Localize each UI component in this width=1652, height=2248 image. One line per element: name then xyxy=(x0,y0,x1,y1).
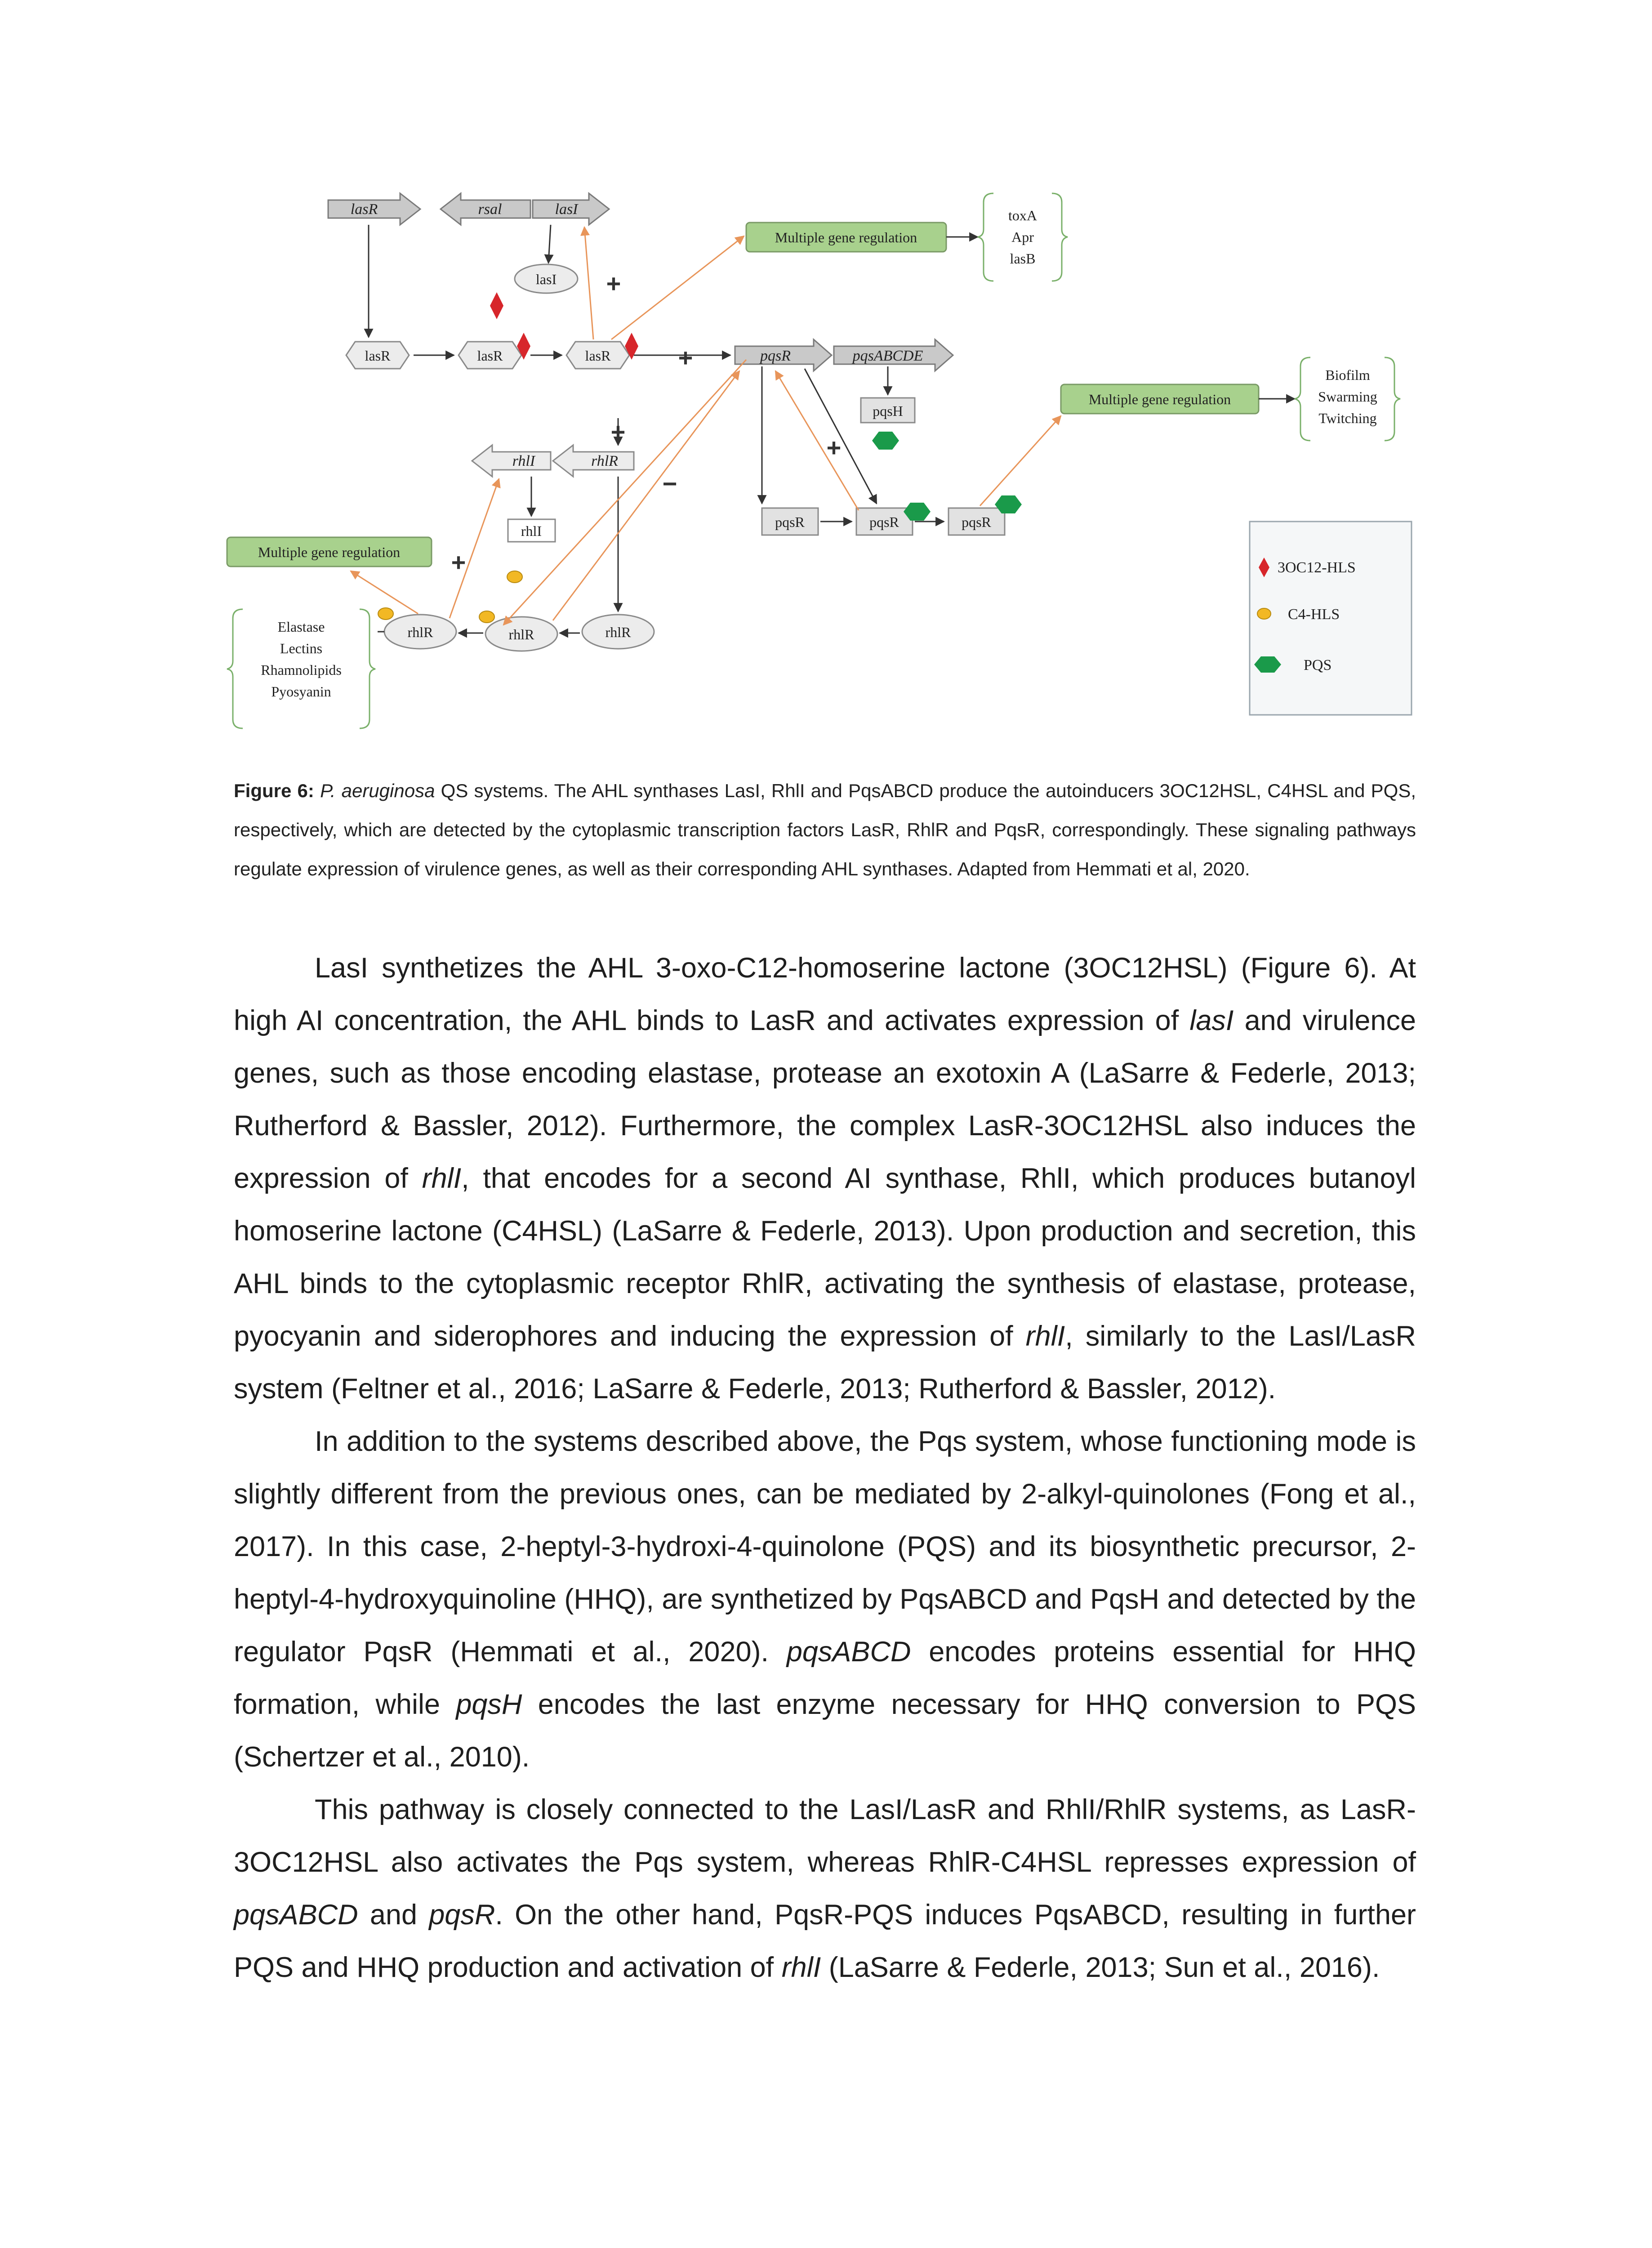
svg-text:Multiple gene regulation: Multiple gene regulation xyxy=(258,544,401,560)
svg-text:rhlR: rhlR xyxy=(591,453,618,469)
autoinducer-c4-ellipse xyxy=(479,611,494,623)
svg-text:pqsR: pqsR xyxy=(869,514,899,530)
autoinducer-3oc12-diamond xyxy=(490,292,503,319)
svg-text:lasR: lasR xyxy=(365,348,391,364)
svg-text:rhlR: rhlR xyxy=(407,624,433,640)
protein-pqsR-3 xyxy=(948,508,1005,535)
caption-species: P. aeruginosa xyxy=(320,780,435,801)
autoinducer-pqs-hexagon xyxy=(872,432,899,450)
svg-text:rsal: rsal xyxy=(478,201,502,218)
plus-sign: + xyxy=(606,269,621,298)
svg-text:lasR: lasR xyxy=(350,201,378,218)
autoinducer-c4-ellipse xyxy=(378,608,393,620)
body-text xyxy=(234,942,1416,1994)
plus-sign: + xyxy=(610,418,626,446)
paragraph-3: This pathway is closely connected to the LasI/LasR and RhlI/RhlR systems, as LasR-3OC12HSL also activates the Pqs system, whereas RhlR-C4HSL represses expression of pqsABCD and pqsR. On the other hand, PqsR-PQS induces PqsABCD, resulting in further PQS and HHQ production and activation of rhlI (LaSarre & Federle, 2013; Sun et al., 2016). xyxy=(234,1794,1416,1983)
protein-rhlR-1 xyxy=(384,615,456,649)
svg-text:lasI: lasI xyxy=(535,271,557,287)
figure-6-diagram xyxy=(216,175,1429,751)
gene-lasR xyxy=(328,193,420,225)
brace-pqs-targets xyxy=(1295,357,1310,441)
rhl-target: Pyosyanin xyxy=(271,683,331,700)
plus-sign: + xyxy=(451,548,466,576)
caption-label: Figure 6: xyxy=(234,780,314,801)
minus-sign: − xyxy=(662,469,677,498)
protein-rhlR-3 xyxy=(582,615,654,649)
svg-text:rhlI: rhlI xyxy=(521,523,542,539)
svg-text:pqsR: pqsR xyxy=(962,514,991,530)
regulation-box-rhl xyxy=(227,537,432,566)
protein-lasR-2 xyxy=(459,342,521,369)
pqs-target: Twitching xyxy=(1318,410,1377,426)
gene-rsal xyxy=(441,193,530,225)
svg-text:rhlR: rhlR xyxy=(605,624,631,640)
brace-las-targets xyxy=(978,193,993,281)
svg-text:pqsR: pqsR xyxy=(760,348,791,364)
autoinducer-c4-ellipse xyxy=(507,571,522,583)
las-target: lasB xyxy=(1010,250,1036,267)
svg-text:pqsR: pqsR xyxy=(775,514,805,530)
rhl-target: Elastase xyxy=(277,619,325,635)
plus-sign: + xyxy=(826,433,842,462)
legend-label: C4-HLS xyxy=(1288,606,1340,623)
svg-text:Multiple gene regulation: Multiple gene regulation xyxy=(775,229,917,245)
svg-text:lasR: lasR xyxy=(477,348,503,364)
pqs-target: Swarming xyxy=(1318,388,1377,405)
legend-label: PQS xyxy=(1304,657,1332,674)
paragraph-2: In addition to the systems described above, the Pqs system, whose functioning mode is slightly different from the previous ones, can be mediated by 2-alkyl-quinolones (Fong et al., 2017). In this case, 2-heptyl-3-hydroxi-4-quinolone (PQS) and its biosynthetic precursor, 2-heptyl-4-hydroxyquinoline (HHQ), are synthetized by PqsABCD and PqsH and detected by the regulator PqsR (Hemmati et al., 2020). pqsABCD encodes proteins essential for HHQ formation, while pqsH encodes the last enzyme necessary for HHQ conversion to PQS (Schertzer et al., 2010). xyxy=(234,1426,1416,1773)
protein-lasR-3 xyxy=(566,342,629,369)
pqs-target: Biofilm xyxy=(1325,367,1370,383)
svg-text:pqsH: pqsH xyxy=(873,403,903,419)
protein-rhlI xyxy=(508,519,555,542)
caption-text: QS systems. The AHL synthases LasI, RhlI and PqsABCD produce the autoinducers 3OC12HSL, C4HSL and PQS, respectively, which are detected by the cytoplasmic transcription factors LasR, RhlR and PqsR, correspondingly. These signaling pathways regulate expression of virulence genes, as well as their corresponding AHL synthases. Adapted from Hemmati et al, 2020. xyxy=(234,780,1416,879)
svg-text:pqsABCDE: pqsABCDE xyxy=(852,348,923,364)
figure-caption xyxy=(234,771,1416,888)
plus-sign: + xyxy=(678,343,693,372)
gene-lasI xyxy=(533,193,609,225)
protein-lasR-1 xyxy=(346,342,409,369)
svg-text:Multiple gene regulation: Multiple gene regulation xyxy=(1088,391,1231,407)
svg-text:rhlR: rhlR xyxy=(508,626,534,642)
legend-c4-ellipse xyxy=(1257,608,1271,619)
gene-rhlI xyxy=(472,445,551,477)
protein-rhlR-2 xyxy=(485,617,557,651)
paragraph-1: LasI synthetizes the AHL 3-oxo-C12-homoserine lactone (3OC12HSL) (Figure 6). At high AI concentration, the AHL binds to LasR and activates expression of lasI and virulence genes, such as those encoding elastase, protease an exotoxin A (LaSarre & Federle, 2013; Rutherford & Bassler, 2012). Furthermore, the complex LasR-3OC12HSL also induces the expression of rhlI, that encodes for a second AI synthase, RhlI, which produces butanoyl homoserine lactone (C4HSL) (LaSarre & Federle, 2013). Upon production and secretion, this AHL binds to the cytoplasmic receptor RhlR, activating the synthesis of elastase, protease, pyocyanin and siderophores and inducing the expression of rhlI, similarly to the LasI/LasR system (Feltner et al., 2016; LaSarre & Federle, 2013; Rutherford & Bassler, 2012). xyxy=(234,952,1416,1405)
legend xyxy=(1250,522,1412,715)
gene-pqsABCDE xyxy=(834,339,953,371)
svg-text:lasR: lasR xyxy=(585,348,611,364)
protein-lasI xyxy=(515,264,578,293)
gene-rhlR xyxy=(553,445,634,477)
rhl-target: Rhamnolipids xyxy=(261,662,342,678)
svg-text:lasI: lasI xyxy=(555,201,578,218)
protein-pqsR-1 xyxy=(762,508,818,535)
regulation-box-las xyxy=(746,223,946,252)
svg-text:rhlI: rhlI xyxy=(512,453,535,469)
las-target: Apr xyxy=(1011,229,1034,245)
legend-label: 3OC12-HLS xyxy=(1278,559,1356,576)
brace-rhl-targets xyxy=(227,609,243,728)
las-target: toxA xyxy=(1008,207,1037,223)
regulation-box-pqs xyxy=(1061,384,1259,414)
gene-pqsR xyxy=(735,339,832,371)
protein-pqsH xyxy=(861,398,915,423)
rhl-target: Lectins xyxy=(280,640,323,656)
